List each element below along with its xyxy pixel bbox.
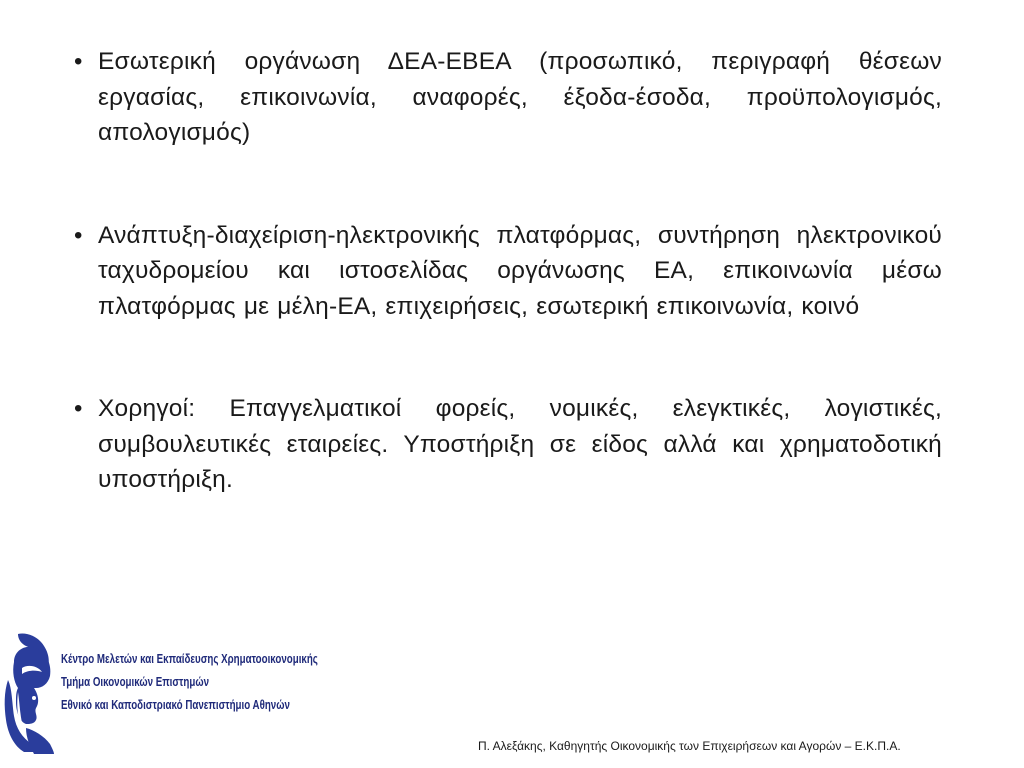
author-credit: Π. Αλεξάκης, Καθηγητής Οικονομικής των Επιχειρήσεων και Αγορών – Ε.Κ.Π.Α. <box>478 739 901 753</box>
institution-line: Τμήμα Οικονομικών Επιστημών <box>61 675 209 689</box>
bullet-item: • Χορηγοί: Επαγγελματικοί φορείς, νομικές, ελεγκτικές, λογιστικές, συμβουλευτικές εταιρείες. Υποστήριξη σε είδος αλλά και χρηματοδοτική υποστήριξη. <box>74 391 942 498</box>
athena-helmet-logo-icon <box>4 632 56 754</box>
institution-name <box>61 648 318 717</box>
institution-line: Κέντρο Μελετών και Εκπαίδευσης Χρηματοοικονομικής <box>61 652 318 666</box>
bullet-item: • Ανάπτυξη-διαχείριση-ηλεκτρονικής πλατφόρμας, συντήρηση ηλεκτρονικού ταχυδρομείου και ιστοσελίδας οργάνωσης ΕΑ, επικοινωνία μέσω πλατφόρμας με μέλη-ΕΑ, επιχειρήσεις, εσωτερική επικοινωνία, κοινό <box>74 218 942 325</box>
bullet-item: • Εσωτερική οργάνωση ΔΕΑ-ΕΒΕΑ (προσωπικό, περιγραφή θέσεων εργασίας, επικοινωνία, αναφορές, έξοδα-έσοδα, προϋπολογισμός, απολογισμός) <box>74 44 942 151</box>
bullet-list <box>74 44 942 565</box>
institution-line: Εθνικό και Καποδιστριακό Πανεπιστήμιο Αθηνών <box>61 698 290 712</box>
